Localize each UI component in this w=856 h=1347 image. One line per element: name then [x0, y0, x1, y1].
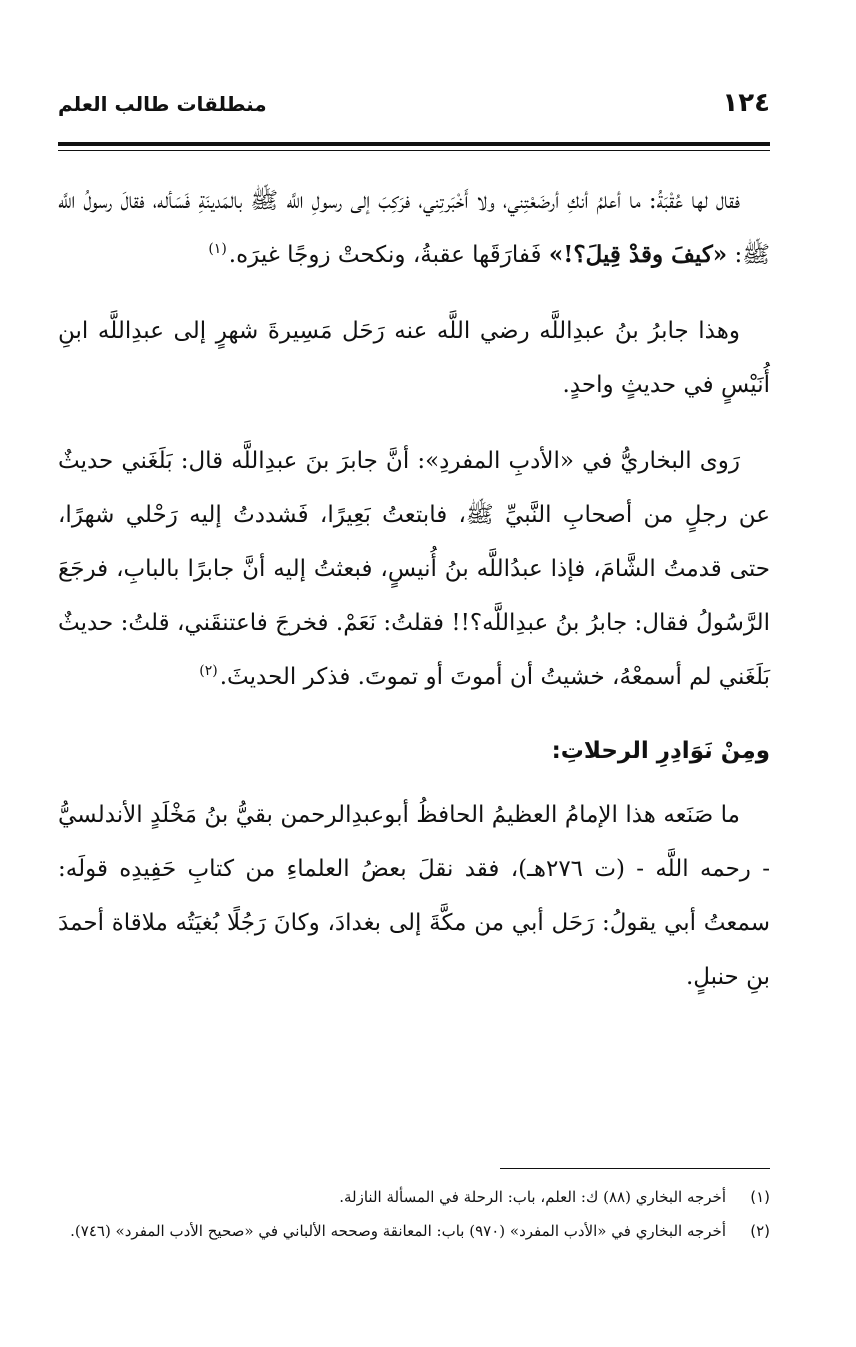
paragraph-4-text: ما صَنَعه هذا الإمامُ العظيمُ الحافظُ أبوعبدِالرحمن بقيُّ بنُ مَخْلَدٍ الأندلسيُّ - رحمه اللَّه - (ت ٢٧٦هـ)، فقد نقلَ بعضُ العلماءِ من كتابِ حَفِيدِه قولَه: سمعتُ أبي يقولُ: رَحَل أبي من مكَّةَ إلى بغدادَ، وكانَ رَجُلًا بُغيَتُه ملاقاة أحمدَ بنِ حنبلٍ. [58, 802, 770, 990]
paragraph-4 [58, 788, 770, 1004]
footnotes [58, 1180, 770, 1248]
paragraph-3 [58, 434, 770, 704]
paragraph-1 [58, 174, 770, 282]
section-heading: ومِنْ نَوَادِرِ الرحلاتِ: [551, 738, 770, 764]
prophet-quote: «كيفَ وقدْ قِيلَ؟!» [548, 241, 728, 268]
running-title: منطلقات طالب العلم [58, 92, 267, 116]
footnote-number: (١) [750, 1188, 770, 1206]
footnote-2 [58, 1214, 770, 1248]
footnote-number: (٢) [750, 1222, 770, 1240]
paragraph-2-text: وهذا جابرُ بنُ عبدِاللَّه رضي اللَّه عنه رَحَل مَسِيرةَ شهرٍ إلى عبدِاللَّه ابنِ أُنَيْسٍ في حديثٍ واحدٍ. [58, 318, 770, 398]
book-page [58, 0, 770, 1347]
paragraph-2 [58, 304, 770, 412]
footnote-text: أخرجه البخاري (٨٨) ك: العلم، باب: الرحلة في المسألة النازلة. [339, 1188, 726, 1206]
paragraph-1-text: فقال لها عُقْبَةُ: ما أعلمُ أنكِ أرضَعْتِني، ولا أَخْبَرتِني، فرَكِبَ إلى رسولِ اللَّه ﷺ بالمَدينَةِ فَسَأله، فقالَ رسولُ اللَّه ﷺ: [58, 188, 770, 268]
page-number: ١٢٤ [722, 88, 770, 118]
footnote-1 [58, 1180, 770, 1214]
main-text [58, 174, 770, 1026]
page-header [58, 88, 770, 128]
paragraph-3-text: رَوى البخاريُّ في «الأدبِ المفردِ»: أنَّ جابرَ بنَ عبدِاللَّه قال: بَلَغَني حديثٌ عن رجلٍ من أصحابِ النَّبيِّ ﷺ، فابتعتُ بَعِيرًا، فَشددتُ إليه رَحْلي شهرًا، حتى قدمتُ الشَّامَ، فإذا عبدُاللَّه بنُ أُنيسٍ، فبعثتُ إليه أنَّ جابرًا بالبابِ، فرجَعَ الرَّسُولُ فقال: جابرُ بنُ عبدِاللَّه؟!! فقلتُ: نَعَمْ. فخرجَ فاعتنقَني، قلتُ: حديثٌ بَلَغَني لم أسمعْهُ، خشيتُ أن أموتَ أو تموتَ. فذكر الحديثَ. [58, 448, 770, 690]
header-rule-thin [58, 150, 770, 151]
header-rule-thick [58, 142, 770, 146]
footnote-separator [500, 1168, 770, 1169]
footnote-text: أخرجه البخاري في «الأدب المفرد» (٩٧٠) باب: المعانقة وصححه الألباني في «صحيح الأدب المفرد» (٧٤٦). [70, 1222, 726, 1240]
footnote-ref-1[interactable]: (١) [208, 241, 227, 258]
footnote-ref-2[interactable]: (٢) [199, 663, 218, 680]
paragraph-1-rest: فَفارَقَها عقبةُ، ونكحتْ زوجًا غيرَه. [228, 242, 542, 268]
